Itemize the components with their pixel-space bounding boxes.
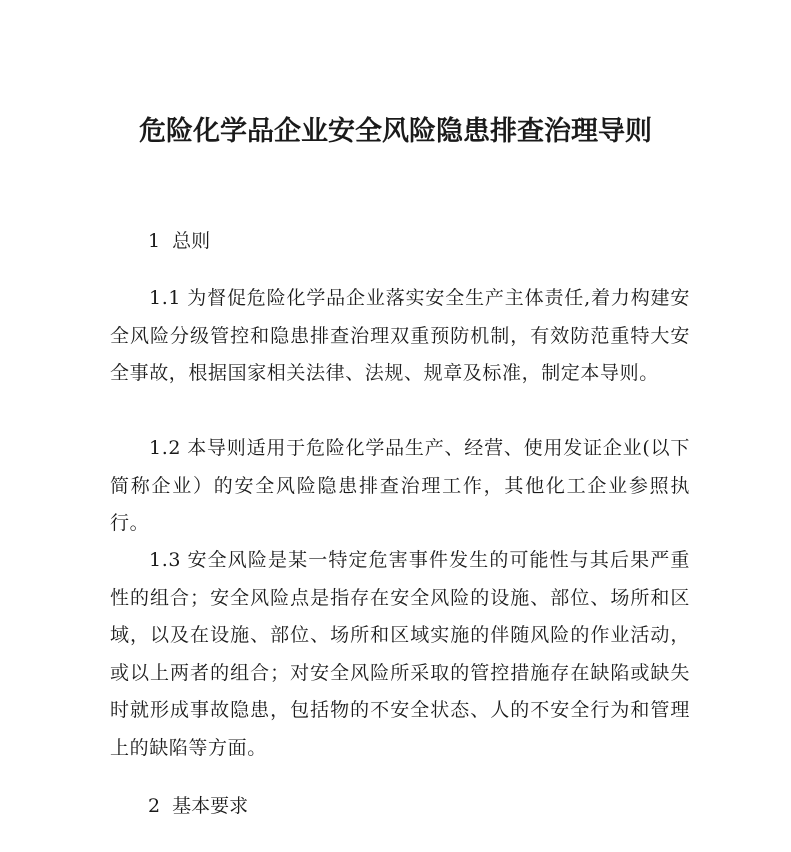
clause-text: 为督促危险化学品企业落实安全生产主体责任,着力构建安全风险分级管控和隐患排查治理双重预防机制，有效防范重特大安全事故，根据国家相关法律、法规、规章及标准，制定本导则。 (110, 287, 690, 385)
clause-number: 1.1 (149, 287, 182, 309)
paragraph-1-3 (110, 542, 690, 768)
section-heading-basic-requirements (148, 787, 248, 825)
clause-number: 1.3 (149, 549, 182, 571)
section-heading-general (148, 222, 210, 260)
paragraph-1-1 (110, 280, 690, 393)
paragraph-1-2 (110, 430, 690, 543)
clause-text: 安全风险是某一特定危害事件发生的可能性与其后果严重性的组合；安全风险点是指存在安全风险的设施、部位、场所和区域，以及在设施、部位、场所和区域实施的伴随风险的作业活动，或以上两者的组合；对安全风险所采取的管控措施存在缺陷或缺失时就形成事故隐患，包括物的不安全状态、人的不安全行为和管理上的缺陷等方面。 (110, 549, 690, 759)
section-title: 总则 (172, 230, 211, 252)
clause-number: 1.2 (149, 437, 182, 459)
section-number: 1 (148, 230, 161, 252)
section-number: 2 (148, 795, 161, 817)
clause-text: 本导则适用于危险化学品生产、经营、使用发证企业(以下简称企业）的安全风险隐患排查治理工作，其他化工企业参照执行。 (110, 437, 690, 535)
section-title: 基本要求 (172, 795, 249, 817)
document-title: 危险化学品企业安全风险隐患排查治理导则 (139, 116, 652, 147)
